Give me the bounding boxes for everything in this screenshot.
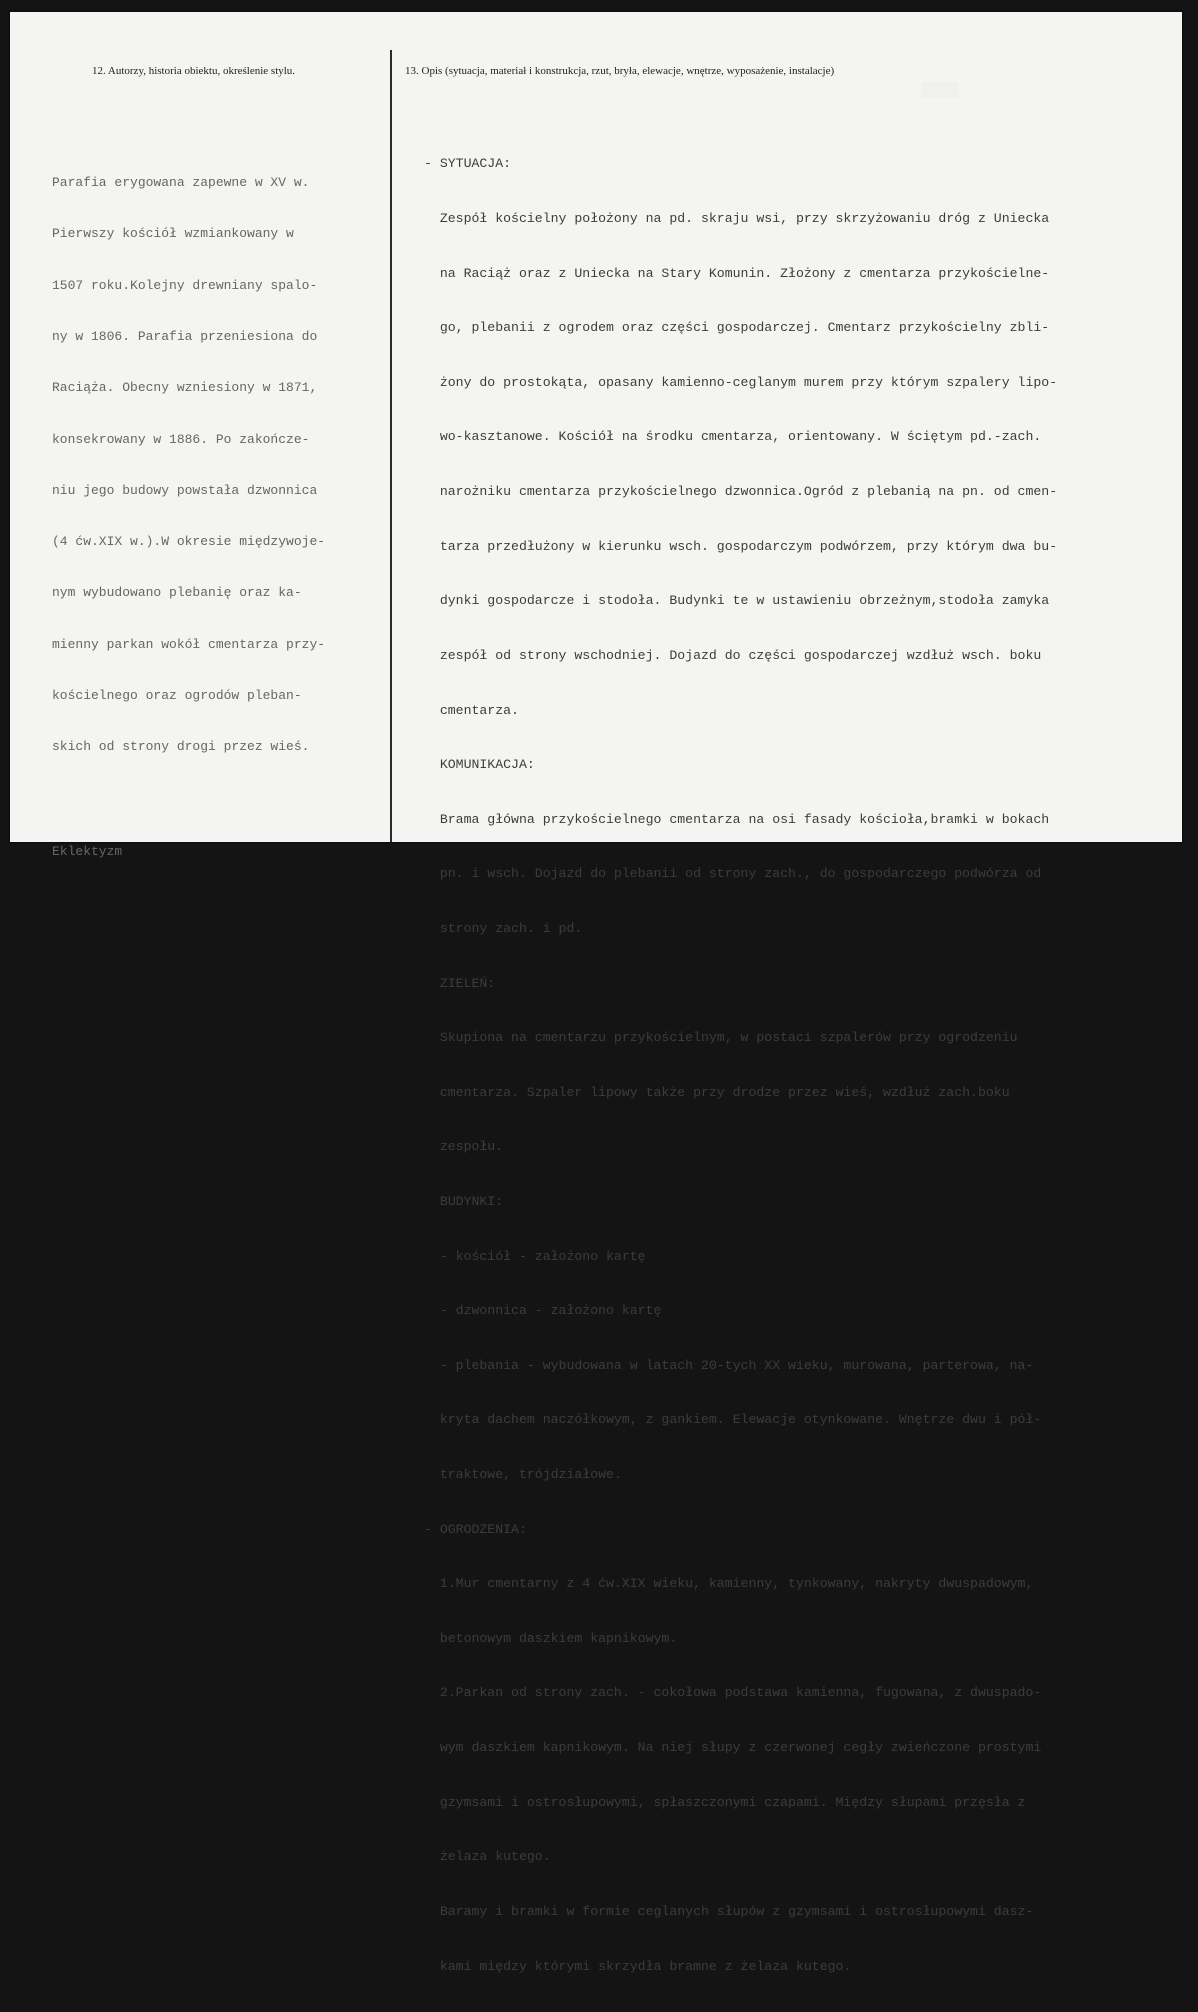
description-line: KOMUNIKACJA:: [424, 757, 535, 773]
description-line: pn. i wsch. Dojazd do plebanii od strony zach., do gospodarczego podwórza od: [424, 866, 1042, 882]
description-line: wym daszkiem kapnikowym. Na niej słupy z czerwonej cegły zwieńczone prostymi: [424, 1740, 1042, 1756]
description-line: 2.Parkan od strony zach. - cokołowa podstawa kamienna, fugowana, z dwuspado-: [424, 1685, 1042, 1701]
history-line: nym wybudowano plebanię oraz ka-: [52, 585, 302, 601]
faint-stamp: [921, 82, 959, 98]
history-line: Raciąża. Obecny wzniesiony w 1871,: [52, 380, 318, 396]
style-label: Eklektyzm: [52, 843, 123, 859]
description-line: zespołu.: [424, 1139, 504, 1155]
description-line: - dzwonnica - założono kartę: [424, 1303, 662, 1319]
description-line: - kościół - założono kartę: [424, 1248, 646, 1264]
description-line: traktowe, trójdziałowe.: [424, 1467, 622, 1483]
right-column: [391, 12, 1182, 1974]
description-line: cmentarza.: [424, 702, 519, 718]
left-column: [10, 12, 390, 859]
description-line: go, plebanii z ogrodem oraz części gospodarczej. Cmentarz przykościelny zbli-: [424, 320, 1050, 336]
description-line: Zespół kościelny położony na pd. skraju wsi, przy skrzyżowaniu dróg z Uniecka: [424, 211, 1050, 227]
history-line: niu jego budowy powstała dzwonnica: [52, 482, 318, 498]
description-line: dynki gospodarcze i stodoła. Budynki te w ustawieniu obrzeżnym,stodoła zamyka: [424, 593, 1050, 609]
history-line: ny w 1806. Parafia przeniesiona do: [52, 329, 318, 345]
history-line: 1507 roku.Kolejny drewniany spalo-: [52, 277, 318, 293]
right-column-header: 13. Opis (sytuacja, materiał i konstrukcja, rzut, bryła, elewacje, wnętrze, wyposażenie, instalacje): [405, 65, 835, 77]
description-line: wo-kasztanowe. Kościół na środku cmentarza, orientowany. W ściętym pd.-zach.: [424, 429, 1042, 445]
description-line: żony do prostokąta, opasany kamienno-ceglanym murem przy którym szpalery lipo-: [424, 374, 1058, 390]
description-line: Brama główna przykościelnego cmentarza na osi fasady kościoła,bramki w bokach: [424, 811, 1050, 827]
document-page: [10, 12, 1182, 1974]
description-line: tarza przedłużony w kierunku wsch. gospodarczym podwórzem, przy którym dwa bu-: [424, 538, 1058, 554]
description-line: cmentarza. Szpaler lipowy także przy drodze przez wieś, wzdłuż zach.boku: [424, 1084, 1010, 1100]
description-line: ZIELEŃ:: [424, 975, 496, 991]
history-line: (4 ćw.XIX w.).W okresie międzywoje-: [52, 534, 326, 550]
description-line: BUDYNKI:: [424, 1193, 504, 1209]
description-line: narożniku cmentarza przykościelnego dzwonnica.Ogród z plebanią na pn. od cmen-: [424, 484, 1058, 500]
left-column-header: 12. Autorzy, historia obiektu, określenie stylu.: [92, 65, 296, 77]
history-line: Pierwszy kościół wzmiankowany w: [52, 226, 294, 242]
description-line: - plebania - wybudowana w latach 20-tych XX wieku, murowana, parterowa, na-: [424, 1357, 1034, 1373]
description-line: na Raciąż oraz z Uniecka na Stary Komunin. Złożony z cmentarza przykościelne-: [424, 265, 1050, 281]
description-line: - SYTUACJA:: [424, 156, 512, 172]
description-line: kami między którymi skrzydła bramne z żelaza kutego.: [424, 1958, 852, 1974]
description-line: gzymsami i ostrosłupowymi, spłaszczonymi czapami. Między słupami przęsła z: [424, 1794, 1026, 1810]
history-text: [52, 140, 325, 894]
history-line: kościelnego oraz ogrodów pleban-: [52, 688, 302, 703]
description-line: żelaza kutego.: [424, 1849, 551, 1865]
history-line: konsekrowany w 1886. Po zakończe-: [52, 431, 310, 447]
description-line: zespół od strony wschodniej. Dojazd do części gospodarczej wzdłuż wsch. boku: [424, 647, 1042, 663]
history-line: Parafia erygowana zapewne w XV w.: [52, 175, 310, 191]
description-line: Baramy i bramki w formie ceglanych słupów z gzymsami i ostrosłupowymi dasz-: [424, 1903, 1034, 1919]
history-line: mienny parkan wokół cmentarza przy-: [52, 636, 326, 652]
description-line: Skupiona na cmentarzu przykościelnym, w postaci szpalerów przy ogrodzeniu: [424, 1030, 1018, 1046]
description-line: - OGRODZENIA:: [424, 1521, 527, 1537]
description-line: strony zach. i pd.: [424, 920, 583, 936]
description-line: kryta dachem naczółkowym, z gankiem. Elewacje otynkowane. Wnętrze dwu i pół-: [424, 1412, 1042, 1428]
description-line: betonowym daszkiem kapnikowym.: [424, 1630, 678, 1646]
description-text: [424, 119, 1057, 2012]
description-line: 1.Mur cmentarny z 4 ćw.XIX wieku, kamienny, tynkowany, nakryty dwuspadowym,: [424, 1576, 1034, 1592]
history-line: skich od strony drogi przez wieś.: [52, 739, 310, 755]
